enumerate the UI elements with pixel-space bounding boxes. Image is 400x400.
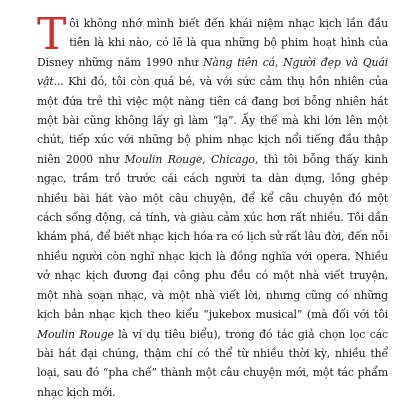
paragraph-text: là ví dụ tiêu biểu), trong đó tác giả chọn lọc các bài hát đại chúng, thậm chí có thể từ nhiều thời kỳ, nhiều thể loại, sau đó “pha chế” thành một câu chuyện mới, một tác phẩm nhạc kịch mới. <box>37 327 388 399</box>
film-title: Nàng tiên cá <box>202 55 276 69</box>
paragraph-text: , thì tôi bỗng thấy kinh ngạc, trầm trồ trước cái cách người ta dàn dựng, lồng ghép nhiều bài hát vào một câu chuyện, để kể câu chuyện đó một cách sống động, cá tính, và giàu cảm xúc hơn rất nhiều. Tôi dần khám phá, để biết nhạc kịch hóa ra có lịch sử rất lâu đời, đến nỗi nhiều người còn nghĩ nhạc kịch là đồng nghĩa với opera. Nhiều vở nhạc kịch đương đại công phu đều có một nhà viết truyện, một nhà soạn nhạc, và một nhà viết lời, nhưng cũng có những kịch bản nhạc kịch theo kiểu “jukebox musical” (mà đối với tôi <box>37 152 388 322</box>
paragraph-text: , <box>202 152 211 166</box>
film-title: Moulin Rouge <box>124 152 203 166</box>
paragraph-text: ... Khi đó, tôi còn quá bé, và với sức cảm thụ hồn nhiên của một đứa trẻ thì việc một nàng tiên cá đang bơi bỗng nhiên hát một bài cũng không lấy gì làm “lạ”. Ấy thế mà khi lớn lên một chút, tiếp xúc với những bộ phim nhạc kịch nổi tiếng đầu thập niên 2000 như <box>37 75 388 166</box>
paragraph-text: , <box>275 55 284 69</box>
film-title: Moulin Rouge <box>37 327 114 341</box>
paragraph-text: ôi không nhớ mình biết đến khái niệm nhạc kịch lần đầu tiên là khi nào, có lẽ là qua những bộ phim hoạt hình của Disney những năm 1990 như <box>37 17 388 69</box>
drop-cap-letter: T <box>37 9 67 60</box>
film-title: Người đẹp và Quái vật <box>37 55 389 89</box>
body-paragraph <box>37 9 389 400</box>
film-title: Chicago <box>210 152 255 166</box>
